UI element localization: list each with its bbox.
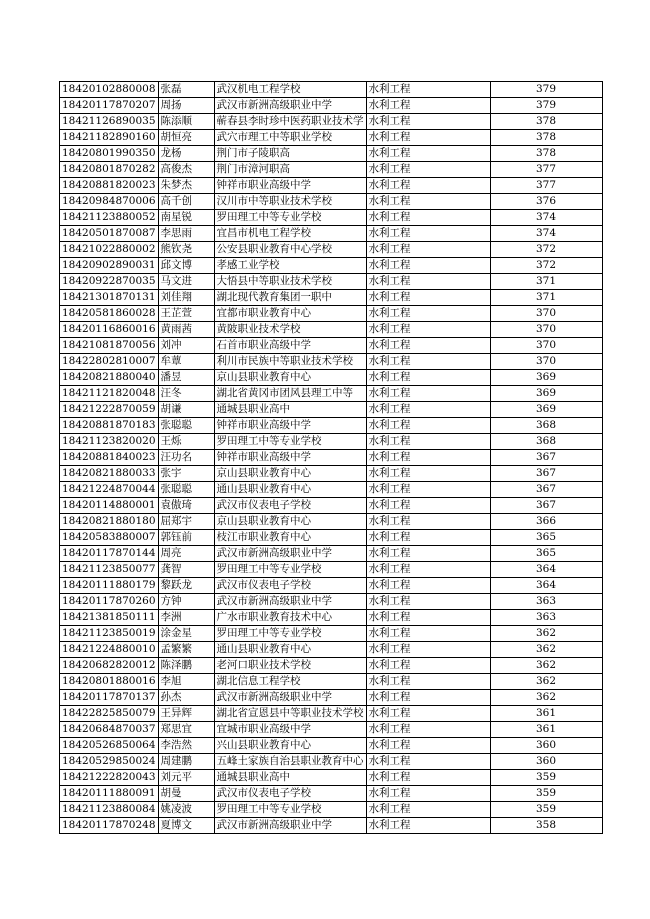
table-row [60,434,603,450]
cell-school: 五峰土家族自治县职业教育中心 [214,754,366,770]
table-row [60,770,603,786]
cell-name: 夏博文 [158,818,214,834]
table-row [60,466,603,482]
cell-name: 汪功名 [158,450,214,466]
cell-major: 水利工程 [366,802,490,818]
cell-school: 石首市职业高级中学 [214,338,366,354]
cell-major: 水利工程 [366,98,490,114]
cell-name: 周建鹏 [158,754,214,770]
cell-exam-id: 18420801870282 [60,162,159,178]
table-row [60,210,603,226]
cell-major: 水利工程 [366,322,490,338]
cell-major: 水利工程 [366,626,490,642]
table-row [60,546,603,562]
cell-name: 龙杨 [158,146,214,162]
cell-name: 孙杰 [158,690,214,706]
cell-score: 378 [490,130,602,146]
cell-exam-id: 18421222820043 [60,770,159,786]
cell-name: 李浩然 [158,738,214,754]
cell-name: 南星锐 [158,210,214,226]
table-row [60,418,603,434]
cell-name: 张宇 [158,466,214,482]
cell-school: 兴山县职业教育中心 [214,738,366,754]
cell-major: 水利工程 [366,242,490,258]
cell-school: 宜昌市机电工程学校 [214,226,366,242]
table-row [60,162,603,178]
cell-school: 武汉市新洲高级职业中学 [214,690,366,706]
cell-score: 370 [490,306,602,322]
cell-score: 359 [490,786,602,802]
cell-major: 水利工程 [366,82,490,98]
cell-exam-id: 18421121820048 [60,386,159,402]
cell-school: 荆门市漳河职高 [214,162,366,178]
cell-major: 水利工程 [366,578,490,594]
cell-name: 汪冬 [158,386,214,402]
cell-major: 水利工程 [366,498,490,514]
cell-exam-id: 18420922870035 [60,274,159,290]
cell-name: 张聪聪 [158,482,214,498]
table-row [60,370,603,386]
table-row [60,322,603,338]
cell-exam-id: 18420583880007 [60,530,159,546]
table-row [60,226,603,242]
cell-name: 李洲 [158,610,214,626]
cell-name: 胡曼 [158,786,214,802]
cell-major: 水利工程 [366,562,490,578]
cell-exam-id: 18420801990350 [60,146,159,162]
table-row [60,482,603,498]
cell-major: 水利工程 [366,290,490,306]
cell-name: 马文进 [158,274,214,290]
cell-school: 汉川市中等职业技术学校 [214,194,366,210]
cell-exam-id: 18420881820023 [60,178,159,194]
cell-name: 邱文博 [158,258,214,274]
cell-name: 陈泽鹏 [158,658,214,674]
cell-score: 361 [490,722,602,738]
cell-score: 378 [490,146,602,162]
cell-major: 水利工程 [366,354,490,370]
cell-exam-id: 18420902890031 [60,258,159,274]
cell-exam-id: 18420114880001 [60,498,159,514]
cell-school: 罗田理工中等专业学校 [214,802,366,818]
cell-exam-id: 18420682820012 [60,658,159,674]
table-row [60,594,603,610]
cell-score: 371 [490,290,602,306]
table-row [60,706,603,722]
table-row [60,274,603,290]
cell-score: 365 [490,546,602,562]
table-row [60,578,603,594]
cell-school: 罗田理工中等专业学校 [214,626,366,642]
cell-name: 高俊杰 [158,162,214,178]
cell-exam-id: 18421022880002 [60,242,159,258]
table-row [60,514,603,530]
cell-exam-id: 18420526850064 [60,738,159,754]
cell-name: 涂金星 [158,626,214,642]
cell-exam-id: 18420821880040 [60,370,159,386]
cell-school: 罗田理工中等专业学校 [214,434,366,450]
cell-major: 水利工程 [366,258,490,274]
cell-exam-id: 18421123880084 [60,802,159,818]
cell-exam-id: 18421081870056 [60,338,159,354]
cell-exam-id: 18421123850019 [60,626,159,642]
cell-school: 蕲春县李时珍中医药职业技术学 [214,114,366,130]
cell-score: 359 [490,802,602,818]
cell-exam-id: 18421224870044 [60,482,159,498]
cell-name: 潘昱 [158,370,214,386]
cell-major: 水利工程 [366,482,490,498]
cell-score: 367 [490,498,602,514]
cell-school: 钟祥市职业高级中学 [214,178,366,194]
table-row [60,786,603,802]
cell-score: 363 [490,610,602,626]
table-row [60,130,603,146]
cell-exam-id: 18421224880010 [60,642,159,658]
cell-school: 通城县职业高中 [214,770,366,786]
cell-name: 张磊 [158,82,214,98]
cell-major: 水利工程 [366,594,490,610]
cell-major: 水利工程 [366,690,490,706]
cell-major: 水利工程 [366,226,490,242]
cell-score: 368 [490,434,602,450]
cell-major: 水利工程 [366,466,490,482]
cell-exam-id: 18420684870037 [60,722,159,738]
cell-score: 363 [490,594,602,610]
cell-score: 364 [490,562,602,578]
cell-exam-id: 18421123820020 [60,434,159,450]
cell-school: 京山县职业教育中心 [214,514,366,530]
cell-exam-id: 18420117870248 [60,818,159,834]
cell-exam-id: 18420117870260 [60,594,159,610]
cell-major: 水利工程 [366,706,490,722]
cell-major: 水利工程 [366,546,490,562]
cell-major: 水利工程 [366,786,490,802]
cell-score: 360 [490,738,602,754]
cell-exam-id: 18420117870207 [60,98,159,114]
cell-name: 刘元平 [158,770,214,786]
cell-score: 359 [490,770,602,786]
cell-school: 湖北省黄冈市团风县理工中等 [214,386,366,402]
score-table [59,81,603,834]
cell-name: 黄雨茜 [158,322,214,338]
cell-major: 水利工程 [366,754,490,770]
cell-score: 364 [490,578,602,594]
cell-school: 黄陂职业技术学校 [214,322,366,338]
cell-major: 水利工程 [366,818,490,834]
table-row [60,290,603,306]
cell-score: 374 [490,226,602,242]
cell-score: 366 [490,514,602,530]
cell-name: 朱梦杰 [158,178,214,194]
cell-score: 358 [490,818,602,834]
cell-name: 胡谦 [158,402,214,418]
table-row [60,98,603,114]
cell-school: 湖北现代教育集团一职中 [214,290,366,306]
cell-score: 365 [490,530,602,546]
cell-name: 孟繁繁 [158,642,214,658]
cell-school: 武汉市仪表电子学校 [214,578,366,594]
cell-exam-id: 18422825850079 [60,706,159,722]
cell-school: 武汉市仪表电子学校 [214,786,366,802]
cell-name: 周亮 [158,546,214,562]
cell-exam-id: 18420117870137 [60,690,159,706]
cell-score: 370 [490,338,602,354]
cell-name: 熊钦尧 [158,242,214,258]
table-row [60,178,603,194]
cell-school: 利川市民族中等职业技术学校 [214,354,366,370]
cell-school: 钟祥市职业高级中学 [214,450,366,466]
cell-exam-id: 18420821880180 [60,514,159,530]
cell-score: 362 [490,674,602,690]
cell-school: 荆门市子陵职高 [214,146,366,162]
cell-exam-id: 18420881870183 [60,418,159,434]
table-row [60,626,603,642]
cell-major: 水利工程 [366,146,490,162]
cell-major: 水利工程 [366,386,490,402]
cell-school: 京山县职业教育中心 [214,466,366,482]
cell-major: 水利工程 [366,610,490,626]
cell-name: 牟蕈 [158,354,214,370]
cell-school: 湖北省宣恩县中等职业技术学校 [214,706,366,722]
cell-major: 水利工程 [366,114,490,130]
table-row [60,562,603,578]
cell-name: 方钟 [158,594,214,610]
cell-school: 武汉市新洲高级职业中学 [214,98,366,114]
table-row [60,146,603,162]
cell-major: 水利工程 [366,162,490,178]
cell-score: 374 [490,210,602,226]
table-row [60,82,603,98]
cell-score: 360 [490,754,602,770]
table-row [60,642,603,658]
cell-exam-id: 18420529850024 [60,754,159,770]
cell-school: 罗田理工中等专业学校 [214,562,366,578]
cell-school: 公安县职业教育中心学校 [214,242,366,258]
cell-exam-id: 18421123850077 [60,562,159,578]
cell-major: 水利工程 [366,194,490,210]
cell-exam-id: 18420116860016 [60,322,159,338]
cell-score: 377 [490,162,602,178]
cell-major: 水利工程 [366,658,490,674]
cell-score: 362 [490,626,602,642]
table-row [60,802,603,818]
cell-school: 武汉市仪表电子学校 [214,498,366,514]
table-row [60,498,603,514]
cell-school: 孝感工业学校 [214,258,366,274]
cell-major: 水利工程 [366,738,490,754]
cell-score: 367 [490,466,602,482]
cell-score: 372 [490,258,602,274]
cell-school: 罗田理工中等专业学校 [214,210,366,226]
cell-score: 361 [490,706,602,722]
cell-exam-id: 18420111880179 [60,578,159,594]
cell-exam-id: 18420881840023 [60,450,159,466]
cell-exam-id: 18420801880016 [60,674,159,690]
cell-name: 胡恒亮 [158,130,214,146]
cell-exam-id: 18420821880033 [60,466,159,482]
cell-exam-id: 18421182890160 [60,130,159,146]
cell-score: 362 [490,658,602,674]
cell-exam-id: 18421222870059 [60,402,159,418]
cell-major: 水利工程 [366,274,490,290]
table-row [60,754,603,770]
cell-major: 水利工程 [366,402,490,418]
cell-score: 367 [490,450,602,466]
cell-exam-id: 18421123880052 [60,210,159,226]
table-row [60,530,603,546]
cell-name: 郭钰前 [158,530,214,546]
cell-major: 水利工程 [366,450,490,466]
cell-major: 水利工程 [366,642,490,658]
cell-score: 369 [490,386,602,402]
table-row [60,194,603,210]
cell-name: 刘佳翔 [158,290,214,306]
cell-name: 龚智 [158,562,214,578]
table-row [60,722,603,738]
cell-major: 水利工程 [366,434,490,450]
cell-school: 武汉机电工程学校 [214,82,366,98]
cell-school: 通城县职业高中 [214,402,366,418]
cell-name: 陈添顺 [158,114,214,130]
table-row [60,114,603,130]
cell-score: 362 [490,690,602,706]
cell-school: 大悟县中等职业技术学校 [214,274,366,290]
table-row [60,450,603,466]
cell-score: 379 [490,98,602,114]
cell-exam-id: 18421126890035 [60,114,159,130]
table-row [60,338,603,354]
cell-school: 武穴市理工中等职业学校 [214,130,366,146]
cell-exam-id: 18421301870131 [60,290,159,306]
cell-exam-id: 18421381850111 [60,610,159,626]
table-row [60,818,603,834]
table-row [60,354,603,370]
cell-name: 张聪聪 [158,418,214,434]
cell-name: 李思雨 [158,226,214,242]
table-row [60,386,603,402]
cell-name: 屈郑宇 [158,514,214,530]
cell-school: 湖北信息工程学校 [214,674,366,690]
cell-exam-id: 18420111880091 [60,786,159,802]
cell-school: 宜城市职业高级中学 [214,722,366,738]
cell-school: 通山县职业教育中心 [214,482,366,498]
table-row [60,610,603,626]
cell-exam-id: 18420102880008 [60,82,159,98]
cell-major: 水利工程 [366,370,490,386]
cell-name: 王芷萱 [158,306,214,322]
cell-name: 高千创 [158,194,214,210]
cell-name: 郑思宜 [158,722,214,738]
cell-score: 362 [490,642,602,658]
cell-score: 370 [490,322,602,338]
cell-major: 水利工程 [366,338,490,354]
cell-name: 黎跃龙 [158,578,214,594]
cell-score: 370 [490,354,602,370]
cell-major: 水利工程 [366,130,490,146]
cell-major: 水利工程 [366,514,490,530]
cell-school: 枝江市职业教育中心 [214,530,366,546]
cell-score: 371 [490,274,602,290]
cell-major: 水利工程 [366,770,490,786]
cell-exam-id: 18422802810007 [60,354,159,370]
cell-school: 老河口职业技术学校 [214,658,366,674]
cell-score: 379 [490,82,602,98]
cell-name: 周扬 [158,98,214,114]
cell-score: 378 [490,114,602,130]
cell-name: 袁傲琦 [158,498,214,514]
table-row [60,738,603,754]
table-row [60,690,603,706]
cell-school: 武汉市新洲高级职业中学 [214,818,366,834]
cell-exam-id: 18420117870144 [60,546,159,562]
cell-major: 水利工程 [366,210,490,226]
cell-score: 376 [490,194,602,210]
cell-score: 372 [490,242,602,258]
cell-school: 钟祥市职业高级中学 [214,418,366,434]
cell-score: 368 [490,418,602,434]
cell-score: 367 [490,482,602,498]
cell-name: 李旭 [158,674,214,690]
table-row [60,258,603,274]
score-table-body [60,82,603,834]
cell-exam-id: 18420581860028 [60,306,159,322]
cell-exam-id: 18420984870006 [60,194,159,210]
cell-major: 水利工程 [366,418,490,434]
cell-name: 刘冲 [158,338,214,354]
cell-name: 姚凌波 [158,802,214,818]
table-row [60,402,603,418]
cell-school: 宜都市职业教育中心 [214,306,366,322]
cell-school: 武汉市新洲高级职业中学 [214,594,366,610]
cell-school: 京山县职业教育中心 [214,370,366,386]
cell-score: 369 [490,370,602,386]
cell-school: 武汉市新洲高级职业中学 [214,546,366,562]
cell-score: 377 [490,178,602,194]
cell-major: 水利工程 [366,530,490,546]
cell-major: 水利工程 [366,306,490,322]
cell-major: 水利工程 [366,722,490,738]
table-row [60,658,603,674]
table-row [60,306,603,322]
table-row [60,674,603,690]
cell-name: 王烁 [158,434,214,450]
table-row [60,242,603,258]
cell-name: 王异辉 [158,706,214,722]
cell-major: 水利工程 [366,178,490,194]
cell-major: 水利工程 [366,674,490,690]
cell-school: 广水市职业教育技术中心 [214,610,366,626]
cell-exam-id: 18420501870087 [60,226,159,242]
cell-score: 369 [490,402,602,418]
cell-school: 通山县职业教育中心 [214,642,366,658]
